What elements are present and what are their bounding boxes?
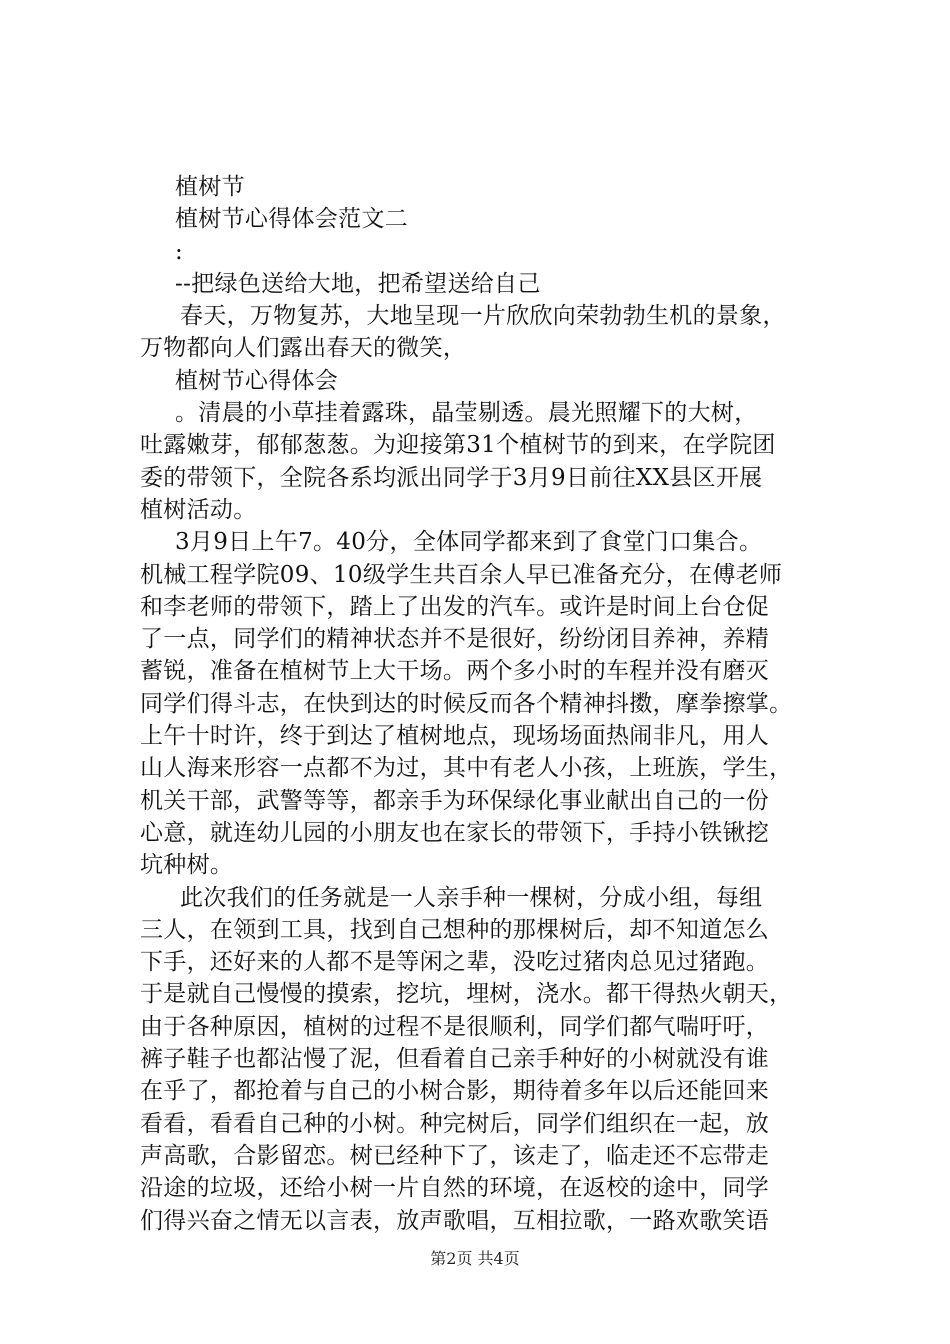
text-line: 和李老师的带领下，踏上了出发的汽车。或许是时间上台仓促 xyxy=(140,593,770,620)
text-line: 坑种树。 xyxy=(140,852,234,879)
text-line: 在乎了，都抢着与自己的小树合影，期待着多年以后还能回来 xyxy=(140,1078,770,1105)
text-line: 由于各种原因，植树的过程不是很顺利，同学们都气喘吁吁， xyxy=(140,1013,770,1040)
text-line: 了一点，同学们的精神状态并不是很好，纷纷闭目养神，养精 xyxy=(140,626,770,653)
text-line: 植树节 xyxy=(175,174,245,200)
text-line: 春天，万物复苏，大地呈现一片欣欣向荣勃勃生机的景象， xyxy=(180,303,786,330)
text-line: 植树活动。 xyxy=(140,496,257,523)
text-line: 心意，就连幼儿园的小朋友也在家长的带领下，手持小铁锹挖 xyxy=(140,819,770,846)
text-line: 看看，看看自己种的小树。种完树后，同学们组织在一起，放 xyxy=(140,1110,770,1137)
text-line: 同学们得斗志，在快到达的时候反而各个精神抖擞，摩拳擦掌。 xyxy=(140,690,793,717)
text-line: 下手，还好来的人都不是等闲之辈，没吃过猪肉总见过猪跑。 xyxy=(140,949,770,976)
page-footer: 第2页 共4页 xyxy=(430,1249,520,1268)
text-line: --把绿色送给大地，把希望送给自己 xyxy=(175,270,541,297)
text-line: 植树节心得体会范文二 xyxy=(175,206,408,233)
text-line: 植树节心得体会 xyxy=(175,367,339,394)
text-line: 声高歌，合影留恋。树已经种下了，该走了，临走还不忘带走 xyxy=(140,1142,770,1169)
text-line: 于是就自己慢慢的摸索，挖坑，埋树，浇水。都干得热火朝天， xyxy=(140,981,793,1008)
document-body xyxy=(140,171,830,1237)
text-line: 此次我们的任务就是一人亲手种一棵树，分成小组，每组 xyxy=(180,884,763,911)
text-line: 。清晨的小草挂着露珠，晶莹剔透。晨光照耀下的大树， xyxy=(175,400,758,427)
text-line: 上午十时许，终于到达了植树地点，现场场面热闹非凡，用人 xyxy=(140,723,770,750)
text-line: 蓄锐，准备在植树节上大干场。两个多小时的车程并没有磨灭 xyxy=(140,658,770,685)
text-line: : xyxy=(175,238,184,265)
text-line: 三人，在领到工具，找到自己想种的那棵树后，却不知道怎么 xyxy=(140,916,770,943)
text-line: 沿途的垃圾，还给小树一片自然的环境，在返校的途中，同学 xyxy=(140,1175,770,1202)
text-line: 山人海来形容一点都不为过，其中有老人小孩，上班族，学生， xyxy=(140,755,793,782)
text-line: 委的带领下，全院各系均派出同学于3月9日前往XX县区开展 xyxy=(140,464,763,491)
text-line: 万物都向人们露出春天的微笑， xyxy=(140,335,467,362)
text-line: 们得兴奋之情无以言表，放声歌唱，互相拉歌，一路欢歌笑语 xyxy=(140,1207,770,1234)
text-line: 3月9日上午7。40分，全体同学都来到了食堂门口集合。 xyxy=(175,529,763,556)
text-line: 吐露嫩芽，郁郁葱葱。为迎接第31个植树节的到来，在学院团 xyxy=(140,432,776,459)
text-line: 裤子鞋子也都沾慢了泥，但看着自己亲手种好的小树就没有谁 xyxy=(140,1046,770,1073)
text-line: 机械工程学院09、10级学生共百余人早已准备充分，在傅老师 xyxy=(140,561,783,588)
text-line: 机关干部，武警等等，都亲手为环保绿化事业献出自己的一份 xyxy=(140,787,770,814)
